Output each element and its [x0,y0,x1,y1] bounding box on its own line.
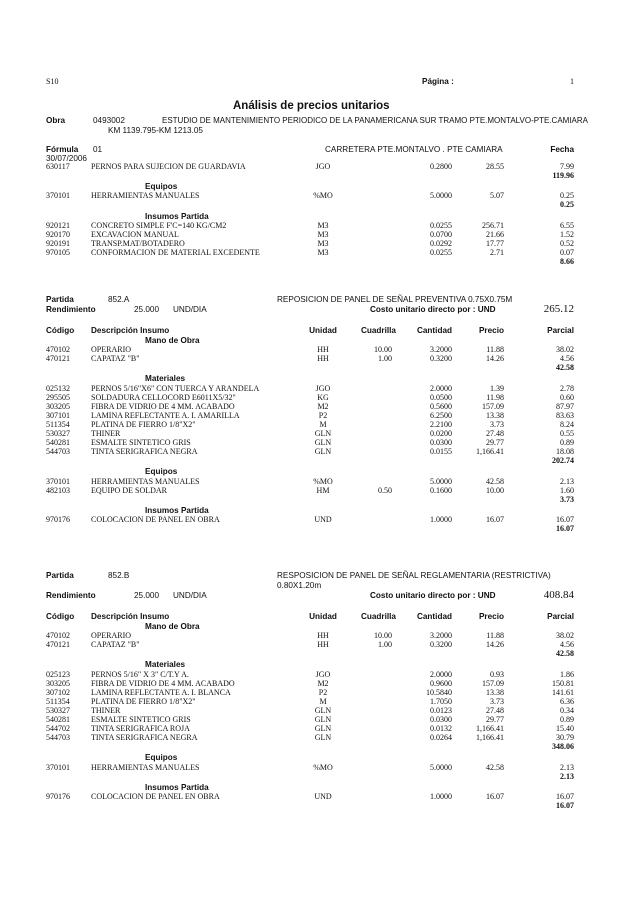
cell-desc: TINTA SERIGRAFICA NEGRA [91,447,198,457]
partida-label: Partida [46,295,74,304]
cell-cant: 10.5840 [426,687,452,697]
cell-precio: 14.26 [486,354,504,364]
cell-cant: 1.0000 [430,791,452,801]
cell-cant: 0.0500 [430,392,452,402]
cell-code: 920170 [46,229,70,239]
col-unidad: Unidad [309,326,337,335]
cell-cant: 0.1600 [430,485,452,495]
cell-parcial: 0.89 [560,438,574,448]
partida-label: Partida [46,571,74,580]
cell-parcial: 38.02 [556,345,574,355]
cell-parcial: 0.52 [560,238,574,248]
cell-parcial: 4.56 [560,354,574,364]
cell-desc: HERRAMIENTAS MANUALES [91,476,200,486]
cell-precio: 1,166.41 [476,733,504,743]
cell-desc: COLOCACION DE PANEL EN OBRA [91,791,220,801]
col-parcial: Parcial [547,326,574,335]
formula-label: Fórmula [46,145,79,154]
cell-cant: 0.0123 [430,705,452,715]
cell-cant: 0.0255 [430,220,452,230]
cell-cant: 3.2000 [430,631,452,641]
cell-desc: COLOCACION DE PANEL EN OBRA [91,514,220,524]
cell-unit: GLN [314,724,332,734]
obra-description: ESTUDIO DE MANTENIMIENTO PERIODICO DE LA PANAMERICANA SUR TRAMO PTE.MONTALVO-PTE.CAMIARA [162,116,588,125]
col-codigo: Código [46,326,75,335]
col-unidad: Unidad [309,612,337,621]
cell-cant: 0.3200 [430,354,452,364]
col-cantidad: Cantidad [416,326,452,335]
cell-code: 970176 [46,514,70,524]
cell-cant: 2.0000 [430,383,452,393]
costo-value: 265.12 [543,303,574,315]
cell-precio: 42.58 [486,762,504,772]
group-total: 2.13 [560,771,574,781]
col-descripcion: Descripción Insumo [91,326,170,335]
cell-desc: PLATINA DE FIERRO 1/8"X2" [91,696,196,706]
partida-name: REPOSICION DE PANEL DE SEÑAL PREVENTIVA 0.75X0.75M [277,295,513,304]
cell-parcial: 1.60 [560,485,574,495]
partida-number: 852.A [108,295,130,304]
cell-code: 544702 [46,724,70,734]
cell-precio: 3.73 [490,696,504,706]
cell-cant: 1.0000 [430,514,452,524]
cell-precio: 27.48 [486,429,504,438]
cell-code: 511354 [46,419,70,429]
cell-code: 370101 [46,476,70,486]
section-label: Equipos [145,182,178,192]
cell-unit: GLN [314,715,332,724]
cell-unit: M2 [317,678,329,688]
formula-code: 01 [93,145,103,154]
cell-unit: JGO [315,383,331,393]
cell-parcial: 83.63 [556,410,574,420]
cell-parcial: 38.02 [556,631,574,641]
cell-precio: 21.66 [486,229,504,239]
cell-code: 970176 [46,791,70,801]
section-label: Insumos Partida [145,505,209,515]
partida-name: RESPOSICION DE PANEL DE SEÑAL REGLAMENTARIA (RESTRICTIVA) [277,571,551,580]
col-codigo: Código [46,612,75,621]
cell-desc: PERNOS PARA SUJECION DE GUARDAVIA [91,162,246,171]
cell-cant: 1.7050 [430,696,452,706]
cell-unit: KG [317,392,329,402]
cell-desc: HERRAMIENTAS MANUALES [91,191,200,201]
cell-code: 470121 [46,354,70,364]
cell-precio: 11.88 [486,631,504,641]
cell-precio: 16.07 [486,514,504,524]
cell-unit: HM [316,485,330,495]
cell-cant: 6.2500 [430,410,452,420]
cell-desc: EQUIPO DE SOLDAR [91,485,167,495]
cell-cuad: 0.50 [378,485,392,495]
cell-cant: 0.0700 [430,229,452,239]
cell-code: 470102 [46,345,70,355]
cell-desc: PERNOS 5/16"X6" CON TUERCA Y ARANDELA [91,383,260,393]
cell-unit: M3 [317,238,329,248]
cell-cant: 3.2000 [430,345,452,355]
cell-code: 544703 [46,447,70,457]
costo-label: Costo unitario directo por : UND [370,305,496,314]
cell-unit: GLN [314,429,332,438]
cell-cant: 0.5600 [430,401,452,411]
cell-precio: 1.39 [490,383,504,393]
rendimiento-value: 25.000 [134,305,160,314]
cell-unit: HH [317,640,329,650]
cell-parcial: 30.79 [556,733,574,743]
section-label: Equipos [145,467,178,477]
cell-parcial: 0.25 [560,191,574,201]
cell-unit: M2 [317,401,329,411]
fecha-label: Fecha [550,145,574,154]
section-label: Mano de Obra [145,622,200,631]
cell-desc: CAPATAZ "B" [91,640,140,650]
cell-unit: M3 [317,247,329,257]
cell-unit: JGO [315,162,331,171]
section-label: Mano de Obra [145,336,200,345]
cell-parcial: 2.78 [560,383,574,393]
col-precio: Precio [478,612,504,621]
cell-precio: 29.77 [486,715,504,724]
cell-desc: ESMALTE SINTETICO GRIS [91,438,191,448]
formula-description: CARRETERA PTE.MONTALVO . PTE CAMIARA [325,145,503,154]
cell-code: 970105 [46,247,70,257]
cell-unit: UND [314,791,332,801]
cell-cant: 0.0155 [430,447,452,457]
rendimiento-unit: UND/DIA [173,591,207,600]
cell-parcial: 87.97 [556,401,574,411]
cell-parcial: 4.56 [560,640,574,650]
obra-code: 0493002 [93,116,125,125]
col-cantidad: Cantidad [416,612,452,621]
group-total: 119.96 [552,171,574,181]
cell-parcial: 2.13 [560,762,574,772]
cell-parcial: 2.13 [560,476,574,486]
cell-unit: %MO [313,191,333,201]
section-label: Insumos Partida [145,782,209,792]
col-cuadrilla: Cuadrilla [360,326,396,335]
cell-parcial: 141.61 [552,687,574,697]
cell-desc: THINER [91,429,121,438]
cell-desc: EXCAVACION MANUAL [91,229,179,239]
cell-unit: P2 [318,410,328,420]
section-label: Insumos Partida [145,211,209,221]
cell-precio: 3.73 [490,419,504,429]
group-total: 3.73 [560,494,574,504]
cell-unit: %MO [313,762,333,772]
col-cuadrilla: Cuadrilla [360,612,396,621]
cell-unit: M3 [317,220,329,230]
cell-desc: LAMINA REFLECTANTE A. I. BLANCA [91,687,231,697]
cell-cuad: 10.00 [374,631,392,641]
cell-unit: M [319,696,327,706]
cell-parcial: 6.36 [560,696,574,706]
cell-cant: 5.0000 [430,476,452,486]
cell-desc: OPERARIO [91,345,132,355]
group-total: 16.07 [556,524,574,533]
rendimiento-unit: UND/DIA [173,305,207,314]
cell-desc: FIBRA DE VIDRIO DE 4 MM. ACABADO [91,401,235,411]
cell-precio: 42.58 [486,476,504,486]
cell-precio: 157.09 [482,401,504,411]
cell-parcial: 16.07 [556,791,574,801]
section-label: Equipos [145,753,178,763]
group-total: 42.58 [556,363,574,373]
cell-parcial: 0.89 [560,715,574,724]
cell-code: 295505 [46,392,70,402]
partida-number: 852.B [108,571,130,580]
cell-unit: GLN [314,447,332,457]
cell-cuad: 10.00 [374,345,392,355]
cell-parcial: 16.07 [556,514,574,524]
cell-precio: 27.48 [486,705,504,715]
cell-code: 470121 [46,640,70,650]
cell-code: 544703 [46,733,70,743]
cell-cant: 2.2100 [430,419,452,429]
cell-code: 482103 [46,485,70,495]
cell-precio: 1,166.41 [476,724,504,734]
cell-unit: GLN [314,733,332,743]
cell-cant: 0.0292 [430,238,452,248]
cell-unit: GLN [314,705,332,715]
cell-code: 530327 [46,429,70,438]
cell-parcial: 15.40 [556,724,574,734]
cell-precio: 13.38 [486,687,504,697]
cell-desc: PERNOS 5/16" X 3" C/T.Y A. [91,669,189,679]
cell-code: 025123 [46,669,70,679]
cell-code: 307102 [46,687,70,697]
cell-desc: CAPATAZ "B" [91,354,140,364]
cell-cant: 0.0300 [430,438,452,448]
cell-parcial: 0.34 [560,705,574,715]
cell-desc: PLATINA DE FIERRO 1/8"X2" [91,419,196,429]
cell-cant: 2.0000 [430,669,452,679]
page-number: 1 [570,77,574,86]
cell-cant: 0.0200 [430,429,452,438]
cell-desc: CONCRETO SIMPLE F'C=140 KG/CM2 [91,220,227,230]
cell-desc: TINTA SERIGRAFICA NEGRA [91,733,198,743]
rendimiento-value: 25.000 [134,591,160,600]
cell-precio: 256.71 [482,220,504,230]
cell-precio: 14.26 [486,640,504,650]
cell-precio: 157.09 [482,678,504,688]
cell-precio: 17.77 [486,238,504,248]
obra-label: Obra [46,116,66,125]
group-total: 348.06 [552,742,574,752]
cell-cant: 0.3200 [430,640,452,650]
cell-parcial: 6.55 [560,220,574,230]
cell-code: 530327 [46,705,70,715]
cell-desc: TINTA SERIGRAFICA ROJA [91,724,190,734]
cell-precio: 5.07 [490,191,504,201]
cell-cuad: 1.00 [378,354,392,364]
page-title: Análisis de precios unitarios [233,100,390,112]
cell-parcial: 0.55 [560,429,574,438]
cell-desc: THINER [91,705,121,715]
cell-parcial: 0.60 [560,392,574,402]
cell-desc: LAMINA REFLECTANTE A. I. AMARILLA [91,410,240,420]
cell-unit: HH [317,345,329,355]
cell-cant: 5.0000 [430,762,452,772]
cell-code: 540281 [46,715,70,724]
cell-precio: 16.07 [486,791,504,801]
cell-cant: 0.0264 [430,733,452,743]
cell-cant: 0.0132 [430,724,452,734]
cell-desc: FIBRA DE VIDRIO DE 4 MM. ACABADO [91,678,235,688]
cell-desc: TRANSP.MAT/BOTADERO [91,238,185,248]
cell-desc: HERRAMIENTAS MANUALES [91,762,200,772]
obra-description-2: KM 1139.795-KM 1213.05 [108,126,203,135]
cell-unit: GLN [314,438,332,448]
cell-parcial: 1.86 [560,669,574,679]
cell-code: 511354 [46,696,70,706]
cell-parcial: 0.07 [560,247,574,257]
cell-cant: 0.0255 [430,247,452,257]
cell-precio: 11.98 [486,392,504,402]
cell-parcial: 1.52 [560,229,574,239]
col-precio: Precio [478,326,504,335]
cell-precio: 13.38 [486,410,504,420]
page-label: Página : [422,77,454,86]
cell-cant: 0.2800 [430,162,452,171]
col-parcial: Parcial [547,612,574,621]
cell-unit: M3 [317,229,329,239]
cell-code: 370101 [46,191,70,201]
rendimiento-label: Rendimiento [46,591,96,600]
cell-code: 370101 [46,762,70,772]
cell-cant: 0.9600 [430,678,452,688]
cell-unit: HH [317,631,329,641]
group-total: 0.25 [560,200,574,210]
cell-parcial: 150.81 [552,678,574,688]
group-total: 16.07 [556,800,574,810]
cell-precio: 2.71 [490,247,504,257]
group-total: 42.58 [556,649,574,659]
cell-desc: SOLDADURA CELLOCORD E6011X5/32" [91,392,236,402]
cell-parcial: 18.08 [556,447,574,457]
cell-code: 920191 [46,238,70,248]
cell-unit: M [319,419,327,429]
costo-label: Costo unitario directo por : UND [370,591,496,600]
costo-value: 408.84 [543,589,574,601]
cell-unit: HH [317,354,329,364]
cell-code: 307101 [46,410,70,420]
report-code: S10 [46,77,59,86]
col-descripcion: Descripción Insumo [91,612,170,621]
cell-precio: 10.00 [486,485,504,495]
partida-name-2: 0.80X1.20m [277,581,322,590]
cell-code: 920121 [46,220,70,230]
cell-code: 303205 [46,678,70,688]
section-label: Materiales [145,660,186,670]
cell-cant: 5.0000 [430,191,452,201]
cell-parcial: 7.99 [560,162,574,171]
fecha-value: 30/07/2006 [46,154,87,163]
cell-code: 470102 [46,631,70,641]
cell-cant: 0.0300 [430,715,452,724]
group-total: 202.74 [552,456,574,466]
cell-code: 303205 [46,401,70,411]
cell-unit: P2 [318,687,328,697]
cell-cuad: 1.00 [378,640,392,650]
section-label: Materiales [145,374,186,384]
cell-desc: CONFORMACION DE MATERIAL EXCEDENTE [91,247,260,257]
cell-unit: %MO [313,476,333,486]
cell-precio: 29.77 [486,438,504,448]
rendimiento-label: Rendimiento [46,305,96,314]
group-total: 8.66 [560,257,574,266]
cell-code: 540281 [46,438,70,448]
cell-parcial: 8.24 [560,419,574,429]
cell-precio: 1,166.41 [476,447,504,457]
cell-precio: 0.93 [490,669,504,679]
cell-desc: ESMALTE SINTETICO GRIS [91,715,191,724]
cell-precio: 11.88 [486,345,504,355]
cell-unit: JGO [315,669,331,679]
cell-unit: UND [314,514,332,524]
cell-code: 025132 [46,383,70,393]
cell-precio: 28.55 [486,162,504,171]
cell-code: 630117 [46,162,70,171]
cell-desc: OPERARIO [91,631,132,641]
